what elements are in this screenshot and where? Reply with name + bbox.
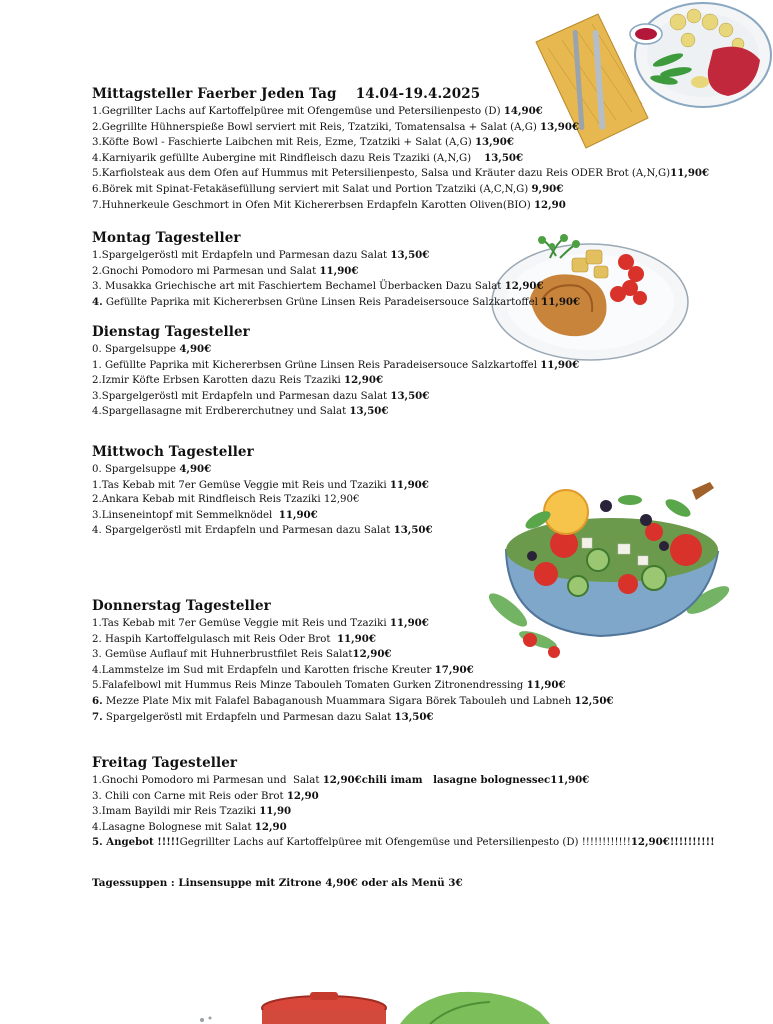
menu-item: 2.Gegrillte Hühnerspieße Bowl serviert mit Reis, Tzatziki, Tomatensalsa + Salat (A,G) 13,90€	[92, 120, 580, 133]
menu-item: 2.Izmir Köfte Erbsen Karotten dazu Reis Tzaziki 12,90€	[92, 374, 384, 387]
donnerstag-title: Donnerstag Tagesteller	[92, 598, 271, 614]
menu-item: 3.Imam Bayildi mir Reis Tzaziki 11,90	[92, 805, 292, 818]
menu-item: 7.Huhnerkeule Geschmort in Ofen Mit Kichererbsen Erdapfeln Karotten Oliven(BIO) 12,90	[92, 198, 566, 211]
menu-item: 4.Spargellasagne mit Erdbererchutney und Salat 13,50€	[92, 405, 389, 418]
menu-item: 4.Karniyarik gefüllte Aubergine mit Rindfleisch dazu Reis Tzaziki (A,N,G) 13,50€	[92, 151, 524, 164]
menu-item: 3.Spargelgeröstl mit Erdapfeln und Parmesan dazu Salat 13,50€	[92, 389, 430, 402]
menu-item: 1. Gefüllte Paprika mit Kichererbsen Grüne Linsen Reis Paradeisersouce Salzkartoffel 11,90€	[92, 358, 580, 371]
menu-item: 2.Gnochi Pomodoro mi Parmesan und Salat 11,90€	[92, 264, 359, 277]
dienstag-section	[92, 324, 732, 420]
mittwoch-title: Mittwoch Tagesteller	[92, 444, 254, 460]
freitag-section	[92, 755, 732, 851]
offer-item: 5. Angebot !!!!!Gegrillter Lachs auf Kartoffelpüree mit Ofengemüse und Petersilienpesto (D) !!!!!!!!!!!!12,90€!!!!!!!!!!	[92, 836, 715, 849]
montag-title: Montag Tagesteller	[92, 230, 241, 246]
menu-item: 1.Tas Kebab mit 7er Gemüse Veggie mit Reis und Tzaziki 11,90€	[92, 478, 429, 491]
menu-item: 1.Gegrillter Lachs auf Kartoffelpüree mit Ofengemüse und Petersilienpesto (D) 14,90€	[92, 105, 543, 117]
menu-item: 3.Köfte Bowl - Faschierte Laibchen mit Reis, Ezme, Tzatziki + Salat (A,G) 13,90€	[92, 136, 514, 149]
menu-item: 4.Lasagne Bolognese mit Salat 12,90	[92, 820, 287, 833]
menu-item: 0. Spargelsuppe 4,90€	[92, 343, 212, 355]
menu-item: 4. Gefüllte Paprika mit Kichererbsen Grüne Linsen Reis Paradeisersouce Salzkartoffel 11,90€	[92, 295, 581, 308]
dienstag-title: Dienstag Tagesteller	[92, 324, 250, 340]
menu-item: 7. Spargelgeröstl mit Erdapfeln und Parmesan dazu Salat 13,50€	[92, 710, 434, 723]
menu-item: 1.Gnochi Pomodoro mi Parmesan und Salat 12,90€chili imam lasagne bolognessec11,90€	[92, 774, 590, 786]
menu-item: 1.Spargelgeröstl mit Erdapfeln und Parmesan dazu Salat 13,50€	[92, 249, 430, 261]
donnerstag-section	[92, 598, 732, 725]
menu-item: 3.Linseneintopf mit Semmelknödel 11,90€	[92, 508, 318, 521]
pot-illustration	[190, 988, 570, 1024]
menu-item: 3. Chili con Carne mit Reis oder Brot 12,90	[92, 789, 319, 802]
menu-item: 4. Spargelgeröstl mit Erdapfeln und Parmesan dazu Salat 13,50€	[92, 524, 433, 537]
menu-item: 6.Börek mit Spinat-Fetakäsefüllung serviert mit Salat und Portion Tzatziki (A,C,N,G) 9,90€	[92, 182, 564, 195]
freitag-title: Freitag Tagesteller	[92, 755, 238, 771]
montag-section	[92, 230, 732, 310]
menu-item: 5.Karfiolsteak aus dem Ofen auf Hummus mit Petersilienpesto, Salsa und Kräuter dazu Reis ODER Brot (A,N,G)11,90€	[92, 167, 710, 180]
mittwoch-section	[92, 444, 732, 539]
main-menu-title: Mittagsteller Faerber Jeden Tag 14.04-19.4.2025	[92, 86, 481, 102]
menu-item: 4.Lammstelze im Sud mit Erdapfeln und Karotten frische Kreuter 17,90€	[92, 663, 474, 676]
menu-item: 2. Haspih Kartoffelgulasch mit Reis Oder Brot 11,90€	[92, 632, 376, 645]
menu-item: 5.Falafelbowl mit Hummus Reis Minze Tabouleh Tomaten Gurken Zitronendressing 11,90€	[92, 679, 566, 692]
menu-item: 3. Musakka Griechische art mit Faschiertem Bechamel Überbacken Dazu Salat 12,90€	[92, 280, 544, 293]
menu-item: 0. Spargelsuppe 4,90€	[92, 463, 212, 475]
menu-item: 6. Mezze Plate Mix mit Falafel Babaganoush Muammara Sigara Börek Tabouleh und Labneh 12,50€	[92, 694, 614, 707]
main-menu-section	[92, 86, 732, 213]
menu-item: 2.Ankara Kebab mit Rindfleisch Reis Tzaziki 12,90€	[92, 494, 360, 506]
daily-soup-line: Tagessuppen : Linsensuppe mit Zitrone 4,90€ oder als Menü 3€	[92, 877, 463, 889]
menu-item: 1.Tas Kebab mit 7er Gemüse Veggie mit Reis und Tzaziki 11,90€	[92, 617, 429, 629]
menu-item: 3. Gemüse Auflauf mit Huhnerbrustfilet Reis Salat12,90€	[92, 648, 392, 661]
